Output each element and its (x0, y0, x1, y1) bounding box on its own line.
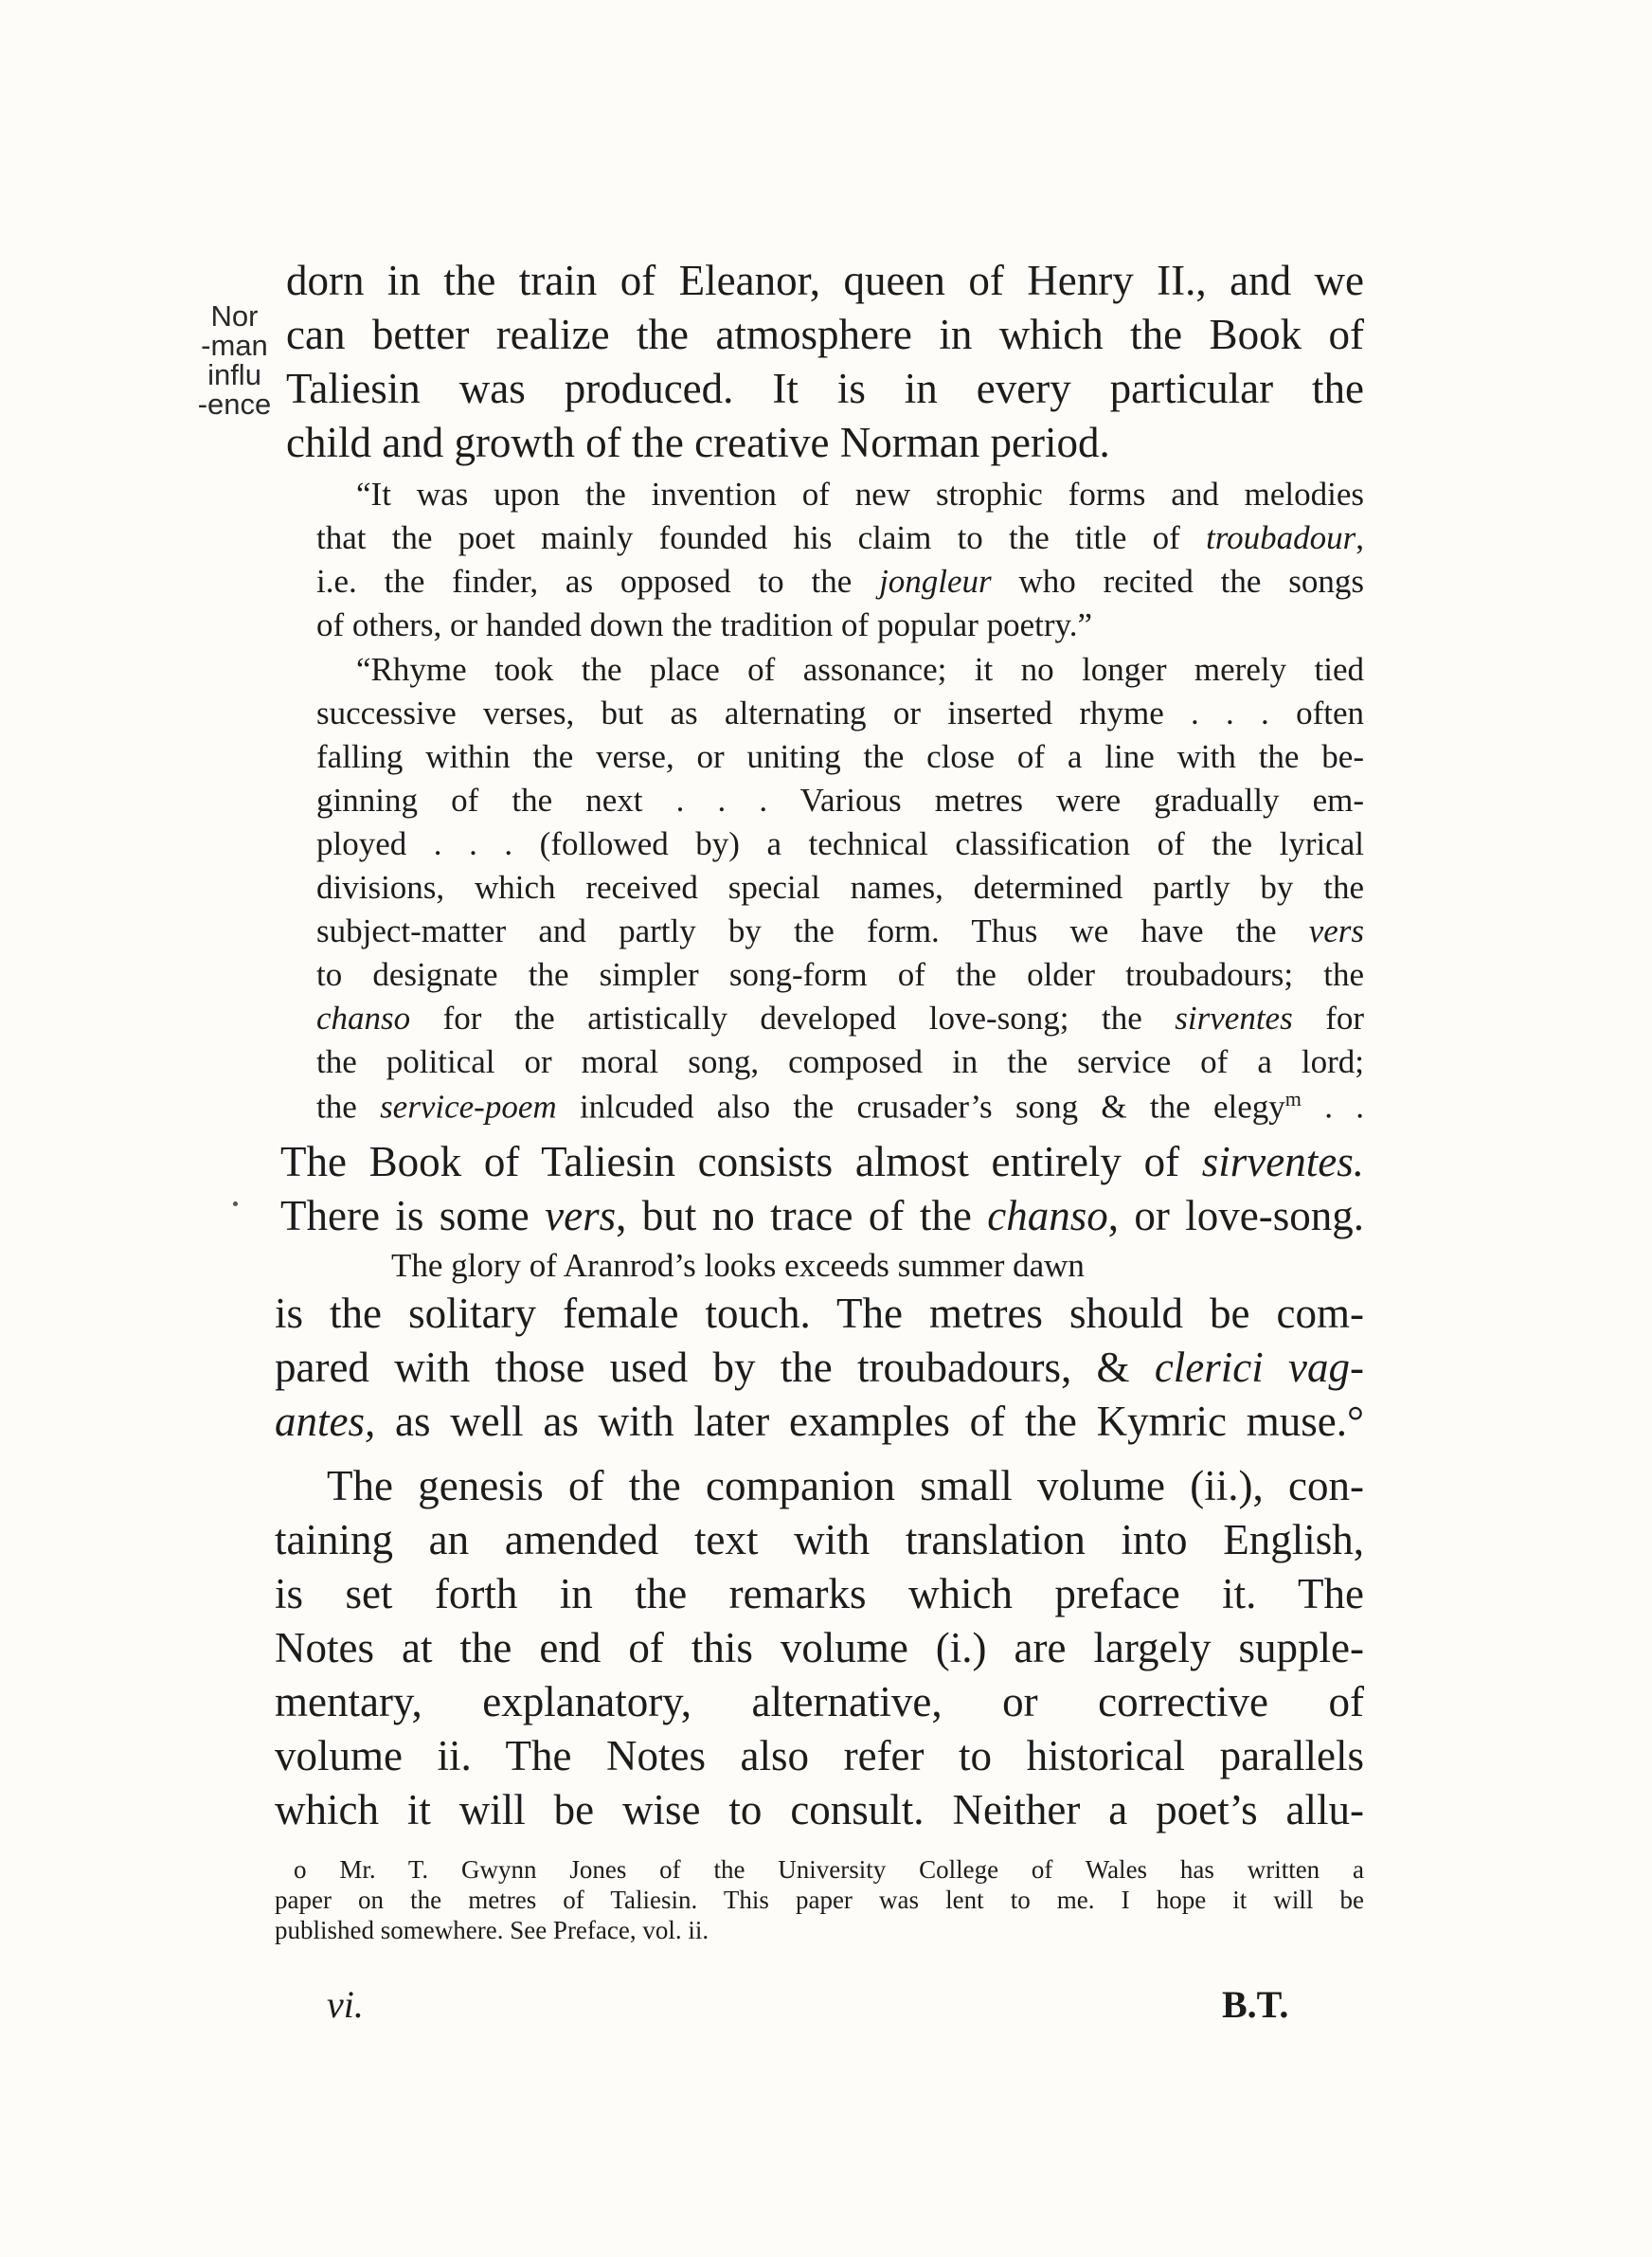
quote-line: successive verses, but as alternating or inserted rhyme . . . often (316, 695, 1364, 731)
quote-line: the service-poem inlcuded also the crusader’s song & the elegy$^m$ . . (316, 1087, 1365, 1126)
text-line: The genesis of the companion small volume (ii.), con- (327, 1462, 1364, 1509)
quote-line: ginning of the next . . . Various metres were gradually em- (316, 782, 1364, 819)
text-line: is set forth in the remarks which preface it. The (275, 1570, 1364, 1617)
text-line: There is some vers, but no trace of the chanso, or love-song. (280, 1192, 1364, 1239)
margin-dot (233, 1201, 238, 1206)
margin-note-line: -ence (197, 388, 272, 421)
text-line: volume ii. The Notes also refer to historical parallels (275, 1732, 1364, 1779)
quote-line: ployed . . . (followed by) a technical classification of the lyrical (316, 825, 1364, 862)
page-number: vi. (327, 1983, 364, 2026)
quote-line: divisions, which received special names, determined partly by the (316, 869, 1364, 906)
margin-note-line: -man (201, 329, 268, 362)
quote-line: that the poet mainly founded his claim to the title of troubadour, (316, 519, 1364, 556)
text-line: Notes at the end of this volume (i.) are largely supple- (275, 1624, 1364, 1671)
quote-line: to designate the simpler song-form of the older troubadours; the (316, 956, 1364, 993)
footnote-line: o Mr. T. Gwynn Jones of the University College of Wales has written a (294, 1855, 1364, 1884)
margin-note-line: influ (207, 358, 261, 391)
quote-line: the political or moral song, composed in the service of a lord; (316, 1043, 1364, 1080)
quote-line: i.e. the finder, as opposed to the jongleur who recited the songs (316, 563, 1365, 600)
quote-line: “It was upon the invention of new strophic forms and melodies (356, 476, 1364, 513)
text-line: taining an amended text with translation into English, (275, 1516, 1364, 1563)
margin-note-line: Nor (210, 299, 259, 333)
text-line: The Book of Taliesin consists almost entirely of sirventes. (280, 1138, 1364, 1185)
signature-mark: B.T. (1222, 1983, 1289, 2026)
text-line: Taliesin was produced. It is in every particular the (286, 365, 1364, 412)
text-line: can better realize the atmosphere in which the Book of (286, 311, 1364, 358)
text-line: which it will be wise to consult. Neither a poet’s allu- (275, 1786, 1364, 1833)
quote-line: subject-matter and partly by the form. Thus we have the vers (316, 912, 1364, 949)
footnote-line: paper on the metres of Taliesin. This paper was lent to me. I hope it will be (275, 1886, 1364, 1914)
quote-line: chanso for the artistically developed love-song; the sirventes for (316, 1000, 1365, 1037)
text-line: child and growth of the creative Norman period. (286, 419, 1110, 466)
quote-line: falling within the verse, or uniting the close of a line with the be- (316, 738, 1364, 775)
text-line: pared with those used by the troubadours, & clerici vag- (275, 1344, 1365, 1391)
quote-line: The glory of Aranrod’s looks exceeds summer dawn (391, 1247, 1085, 1284)
footnote-line: published somewhere. See Preface, vol. ii. (275, 1916, 709, 1944)
text-line: is the solitary female touch. The metres should be com- (275, 1290, 1364, 1337)
margin-note (194, 301, 275, 419)
text-line: mentary, explanatory, alternative, or corrective of (275, 1678, 1364, 1725)
quote-line: of others, or handed down the tradition of popular poetry.” (316, 606, 1093, 643)
quote-line: “Rhyme took the place of assonance; it no longer merely tied (356, 651, 1364, 688)
text-line: dorn in the train of Eleanor, queen of Henry II., and we (286, 257, 1364, 304)
text-line: antes, as well as with later examples of the Kymric muse.° (275, 1398, 1364, 1445)
